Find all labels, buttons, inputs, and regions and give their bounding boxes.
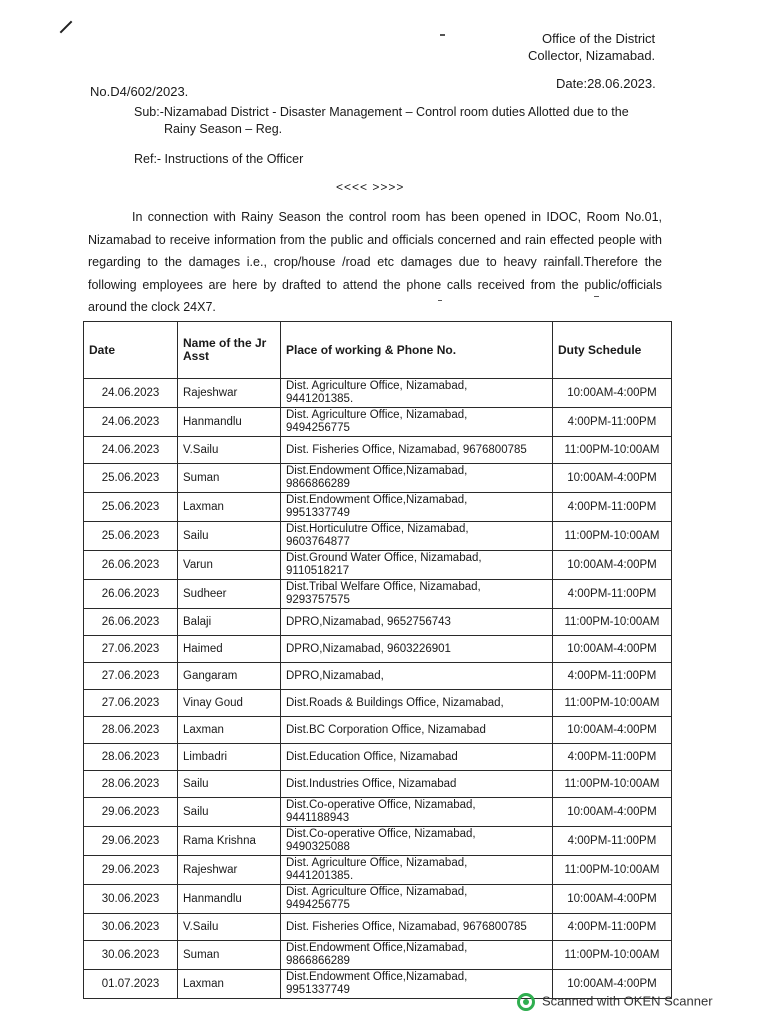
cell-date: 25.06.2023	[84, 522, 178, 551]
table-row	[84, 856, 672, 885]
header-date: Date	[84, 322, 178, 379]
cell-place	[281, 522, 553, 551]
cell-name: Sudheer	[178, 580, 281, 609]
table-row	[84, 580, 672, 609]
cell-date: 26.06.2023	[84, 551, 178, 580]
cell-date: 24.06.2023	[84, 379, 178, 408]
cell-date: 25.06.2023	[84, 493, 178, 522]
cell-place	[281, 717, 553, 744]
table-row	[84, 771, 672, 798]
phone-text: 9490325088	[286, 841, 350, 853]
table-row	[84, 744, 672, 771]
place-text: DPRO,Nizamabad, 9652756743	[286, 615, 451, 628]
cell-place	[281, 885, 553, 914]
table-body	[84, 379, 672, 999]
cell-date: 29.06.2023	[84, 798, 178, 827]
cell-place	[281, 580, 553, 609]
cell-name: Sailu	[178, 771, 281, 798]
cell-name: Gangaram	[178, 663, 281, 690]
scanner-text: Scanned with OKEN Scanner	[542, 993, 713, 1009]
cell-place	[281, 408, 553, 437]
phone-text: 9951337749	[286, 984, 350, 996]
table-row	[84, 941, 672, 970]
cell-date: 28.06.2023	[84, 744, 178, 771]
phone-text: 9293757575	[286, 594, 350, 606]
table-row	[84, 464, 672, 493]
header-place: Place of working & Phone No.	[281, 322, 553, 379]
cell-name: Sailu	[178, 522, 281, 551]
cell-place	[281, 609, 553, 636]
cell-schedule: 10:00AM-4:00PM	[553, 551, 672, 580]
cell-schedule: 4:00PM-11:00PM	[553, 408, 672, 437]
phone-text: 9866866289	[286, 478, 350, 490]
cell-schedule: 11:00PM-10:00AM	[553, 609, 672, 636]
table-row	[84, 609, 672, 636]
table-row	[84, 717, 672, 744]
table-row	[84, 885, 672, 914]
phone-text: 9494256775	[286, 422, 350, 434]
place-text: Dist.Roads & Buildings Office, Nizamabad,	[286, 696, 504, 709]
phone-text: 9441201385.	[286, 870, 354, 882]
reference-number: No.D4/602/2023.	[90, 84, 189, 99]
cell-name: Rama Krishna	[178, 827, 281, 856]
place-text: Dist.Industries Office, Nizamabad	[286, 777, 457, 790]
cell-place	[281, 379, 553, 408]
place-text: Dist. Agriculture Office, Nizamabad,	[286, 886, 468, 898]
cell-date: 25.06.2023	[84, 464, 178, 493]
place-text: Dist.Endowment Office,Nizamabad,	[286, 494, 468, 506]
cell-place	[281, 941, 553, 970]
place-text: Dist.Ground Water Office, Nizamabad,	[286, 552, 482, 564]
subject-line-1: Sub:-Nizamabad District - Disaster Management – Control room duties Allotted due to the	[134, 105, 629, 119]
cell-name: Hanmandlu	[178, 408, 281, 437]
cell-schedule: 4:00PM-11:00PM	[553, 744, 672, 771]
cell-place	[281, 636, 553, 663]
header-schedule: Duty Schedule	[553, 322, 672, 379]
office-line-1: Office of the District	[541, 31, 656, 46]
table-row	[84, 914, 672, 941]
cell-date: 24.06.2023	[84, 437, 178, 464]
subject	[134, 104, 629, 138]
phone-text: 9441188943	[286, 812, 350, 824]
cell-place	[281, 856, 553, 885]
cell-place	[281, 493, 553, 522]
place-text: DPRO,Nizamabad,	[286, 669, 384, 682]
place-text: Dist. Agriculture Office, Nizamabad,	[286, 380, 468, 392]
cell-schedule: 11:00PM-10:00AM	[553, 856, 672, 885]
phone-text: 9866866289	[286, 955, 350, 967]
table-header-row	[84, 322, 672, 379]
cell-place	[281, 970, 553, 999]
cell-date: 30.06.2023	[84, 914, 178, 941]
place-text: Dist.Co-operative Office, Nizamabad,	[286, 799, 476, 811]
table-row	[84, 798, 672, 827]
cell-date: 29.06.2023	[84, 856, 178, 885]
place-text: Dist.BC Corporation Office, Nizamabad	[286, 723, 486, 736]
cell-schedule: 11:00PM-10:00AM	[553, 771, 672, 798]
cell-schedule: 11:00PM-10:00AM	[553, 437, 672, 464]
cell-schedule: 10:00AM-4:00PM	[553, 717, 672, 744]
cell-name: Suman	[178, 941, 281, 970]
phone-text: 9603764877	[286, 536, 350, 548]
office-line-2: Collector, Nizamabad.	[528, 48, 656, 63]
body-paragraph	[88, 206, 662, 319]
cell-date: 26.06.2023	[84, 609, 178, 636]
cell-date: 30.06.2023	[84, 941, 178, 970]
cell-place	[281, 663, 553, 690]
cell-name: Laxman	[178, 493, 281, 522]
cell-name: Balaji	[178, 609, 281, 636]
phone-text: 9951337749	[286, 507, 350, 519]
cell-date: 27.06.2023	[84, 690, 178, 717]
cell-place	[281, 464, 553, 493]
cell-schedule: 10:00AM-4:00PM	[553, 464, 672, 493]
place-text: Dist.Endowment Office,Nizamabad,	[286, 465, 468, 477]
place-text: Dist. Fisheries Office, Nizamabad, 9676800785	[286, 443, 527, 456]
table-row	[84, 827, 672, 856]
place-text: Dist.Endowment Office,Nizamabad,	[286, 971, 468, 983]
letter-date: Date:28.06.2023.	[556, 76, 656, 91]
subject-line-2: Rainy Season – Reg.	[164, 122, 283, 136]
separator: <<<< >>>>	[336, 180, 405, 194]
cell-place	[281, 437, 553, 464]
office-address	[528, 30, 655, 64]
body-text: In connection with Rainy Season the control room has been opened in IDOC, Room No.01, Nizamabad to receive information from the public and officials concerned and rain effected people with regarding to the damages i.e., crop/house /road etc damages due to heavy rainfall.Therefore the following employees are here by drafted to attend the phone calls received from the public/officials around the clock 24X7.	[88, 210, 662, 314]
cell-schedule: 11:00PM-10:00AM	[553, 522, 672, 551]
cell-place	[281, 914, 553, 941]
cell-date: 30.06.2023	[84, 885, 178, 914]
place-text: Dist. Agriculture Office, Nizamabad,	[286, 857, 468, 869]
cell-name: Hanmandlu	[178, 885, 281, 914]
place-text: Dist.Co-operative Office, Nizamabad,	[286, 828, 476, 840]
cell-name: V.Sailu	[178, 437, 281, 464]
cell-name: V.Sailu	[178, 914, 281, 941]
table-row	[84, 493, 672, 522]
table-row	[84, 690, 672, 717]
table-row	[84, 408, 672, 437]
cell-schedule: 10:00AM-4:00PM	[553, 636, 672, 663]
cell-date: 28.06.2023	[84, 771, 178, 798]
cell-date: 27.06.2023	[84, 636, 178, 663]
cell-schedule: 10:00AM-4:00PM	[553, 885, 672, 914]
place-text: Dist.Education Office, Nizamabad	[286, 750, 458, 763]
cell-place	[281, 744, 553, 771]
cell-schedule: 11:00PM-10:00AM	[553, 690, 672, 717]
cell-date: 01.07.2023	[84, 970, 178, 999]
table-row	[84, 437, 672, 464]
cell-name: Laxman	[178, 717, 281, 744]
place-text: Dist.Tribal Welfare Office, Nizamabad,	[286, 581, 481, 593]
cell-place	[281, 771, 553, 798]
cell-name: Laxman	[178, 970, 281, 999]
cell-place	[281, 690, 553, 717]
scanner-watermark	[516, 992, 713, 1012]
place-text: Dist.Horticulutre Office, Nizamabad,	[286, 523, 469, 535]
cell-place	[281, 798, 553, 827]
table-row	[84, 636, 672, 663]
cell-schedule: 4:00PM-11:00PM	[553, 827, 672, 856]
cell-name: Rajeshwar	[178, 856, 281, 885]
cell-name: Suman	[178, 464, 281, 493]
cell-schedule: 4:00PM-11:00PM	[553, 914, 672, 941]
cell-name: Rajeshwar	[178, 379, 281, 408]
table-row	[84, 663, 672, 690]
duty-table	[83, 321, 672, 999]
cell-name: Haimed	[178, 636, 281, 663]
place-text: Dist.Endowment Office,Nizamabad,	[286, 942, 468, 954]
cell-name: Varun	[178, 551, 281, 580]
cell-date: 28.06.2023	[84, 717, 178, 744]
cell-place	[281, 827, 553, 856]
cell-name: Vinay Goud	[178, 690, 281, 717]
scan-speck	[440, 34, 445, 36]
cell-date: 29.06.2023	[84, 827, 178, 856]
phone-text: 9494256775	[286, 899, 350, 911]
table-row	[84, 379, 672, 408]
phone-text: 9110518217	[286, 565, 350, 577]
reference-line: Ref:- Instructions of the Officer	[134, 152, 304, 166]
cell-schedule: 10:00AM-4:00PM	[553, 970, 672, 999]
header-name: Name of the Jr Asst	[178, 322, 281, 379]
cell-date: 24.06.2023	[84, 408, 178, 437]
cell-schedule: 4:00PM-11:00PM	[553, 580, 672, 609]
oken-logo-icon	[516, 992, 536, 1012]
cell-schedule: 11:00PM-10:00AM	[553, 941, 672, 970]
cell-schedule: 4:00PM-11:00PM	[553, 663, 672, 690]
cell-date: 26.06.2023	[84, 580, 178, 609]
place-text: Dist. Fisheries Office, Nizamabad, 9676800785	[286, 920, 527, 933]
cell-name: Sailu	[178, 798, 281, 827]
cell-schedule: 10:00AM-4:00PM	[553, 379, 672, 408]
cell-schedule: 4:00PM-11:00PM	[553, 493, 672, 522]
table-row	[84, 522, 672, 551]
place-text: Dist. Agriculture Office, Nizamabad,	[286, 409, 468, 421]
cell-name: Limbadri	[178, 744, 281, 771]
table-row	[84, 551, 672, 580]
cell-schedule: 10:00AM-4:00PM	[553, 798, 672, 827]
pen-mark	[60, 21, 73, 34]
phone-text: 9441201385.	[286, 393, 354, 405]
cell-place	[281, 551, 553, 580]
place-text: DPRO,Nizamabad, 9603226901	[286, 642, 451, 655]
cell-date: 27.06.2023	[84, 663, 178, 690]
